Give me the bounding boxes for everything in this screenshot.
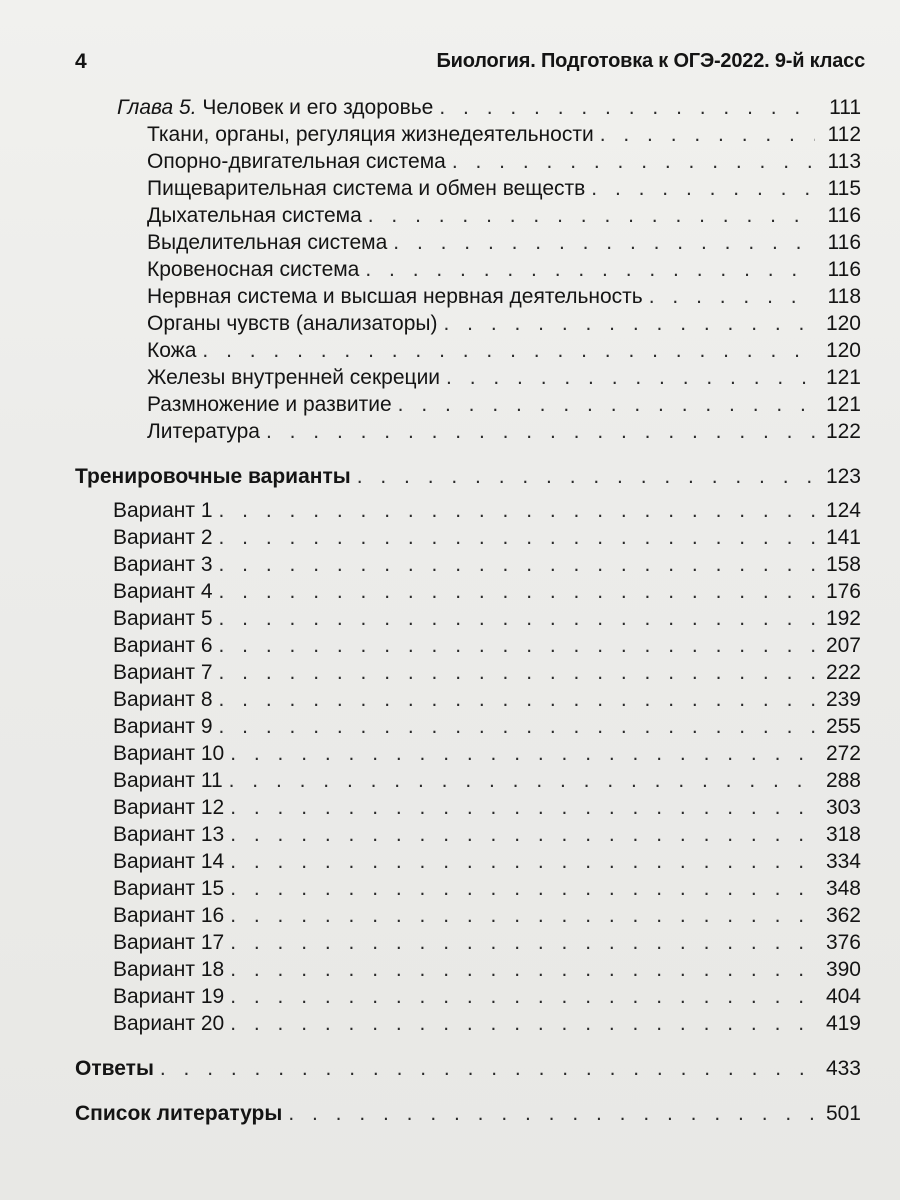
leader-dots — [591, 175, 815, 202]
toc-page-number: 348 — [825, 877, 861, 900]
toc-entry-label: Вариант 17 — [113, 931, 225, 954]
leader-dots — [439, 94, 815, 121]
toc-variant[interactable] — [75, 929, 861, 956]
toc-item[interactable] — [75, 256, 861, 283]
toc-entry-label: Вариант 8 — [113, 688, 213, 711]
toc-page-number: 288 — [825, 769, 861, 792]
leader-dots — [266, 418, 815, 445]
toc-item[interactable] — [75, 148, 861, 175]
toc-entry-label: Нервная система и высшая нервная деятельность — [147, 285, 643, 308]
page-number: 4 — [75, 50, 87, 73]
leader-dots — [365, 256, 815, 283]
leader-dots — [219, 578, 815, 605]
chapter-prefix: Глава 5. — [117, 96, 197, 119]
toc-entry-label: Вариант 2 — [113, 526, 213, 549]
toc-entry-label: Вариант 11 — [113, 769, 223, 792]
toc-entry-label: Тренировочные варианты — [75, 465, 351, 488]
toc-variant[interactable] — [75, 875, 861, 902]
toc-chapter-5[interactable] — [75, 94, 861, 121]
toc-entry-label: Вариант 3 — [113, 553, 213, 576]
leader-dots — [229, 767, 815, 794]
toc-entry-label: Вариант 4 — [113, 580, 213, 603]
toc-page-number: 433 — [825, 1057, 861, 1080]
toc-variant[interactable] — [75, 740, 861, 767]
toc-variant[interactable] — [75, 848, 861, 875]
leader-dots — [393, 229, 815, 256]
leader-dots — [230, 1010, 815, 1037]
toc-page-number: 376 — [825, 931, 861, 954]
toc-variant[interactable] — [75, 551, 861, 578]
toc-page-number: 121 — [825, 366, 861, 389]
toc-entry-label: Вариант 16 — [113, 904, 225, 927]
toc-variant[interactable] — [75, 578, 861, 605]
toc-page-number: 501 — [825, 1102, 861, 1125]
toc-item[interactable] — [75, 121, 861, 148]
toc-entry-label: Вариант 20 — [113, 1012, 225, 1035]
table-of-contents — [75, 94, 861, 1127]
toc-page-number: 141 — [825, 526, 861, 549]
toc-item[interactable] — [75, 283, 861, 310]
toc-entry-label: Вариант 9 — [113, 715, 213, 738]
toc-page-number: 113 — [827, 150, 861, 173]
toc-page-number: 120 — [825, 339, 861, 362]
toc-entry-label: Вариант 14 — [113, 850, 225, 873]
toc-item[interactable] — [75, 229, 861, 256]
toc-page-number: 115 — [827, 177, 861, 200]
leader-dots — [219, 632, 815, 659]
leader-dots — [649, 283, 815, 310]
toc-page-number: 272 — [825, 742, 861, 765]
toc-page-number: 207 — [825, 634, 861, 657]
toc-variant[interactable] — [75, 956, 861, 983]
toc-page-number: 122 — [825, 420, 861, 443]
toc-item[interactable] — [75, 391, 861, 418]
toc-entry-label: Выделительная система — [147, 231, 388, 254]
leader-dots — [230, 794, 815, 821]
leader-dots — [219, 686, 815, 713]
leader-dots — [202, 337, 815, 364]
toc-page-number: 120 — [825, 312, 861, 335]
toc-page-number: 303 — [825, 796, 861, 819]
toc-entry-label: Размножение и развитие — [147, 393, 392, 416]
toc-page-number: 116 — [827, 258, 861, 281]
toc-page-number: 112 — [827, 123, 861, 146]
leader-dots — [288, 1100, 815, 1127]
toc-entry-label: Вариант 13 — [113, 823, 225, 846]
leader-dots — [230, 875, 815, 902]
toc-item[interactable] — [75, 337, 861, 364]
toc-section-answers[interactable] — [75, 1055, 861, 1082]
leader-dots — [160, 1055, 815, 1082]
toc-entry-label: Пищеварительная система и обмен веществ — [147, 177, 586, 200]
toc-entry-label: Вариант 7 — [113, 661, 213, 684]
running-title: Биология. Подготовка к ОГЭ-2022. 9-й класс — [436, 50, 865, 72]
toc-page-number: 419 — [825, 1012, 861, 1035]
leader-dots — [230, 740, 815, 767]
leader-dots — [230, 848, 815, 875]
toc-entry-label: Ткани, органы, регуляция жизнедеятельности — [147, 123, 594, 146]
toc-entry-label — [117, 94, 433, 121]
toc-entry-label: Литература — [147, 420, 260, 443]
leader-dots — [357, 463, 815, 490]
toc-entry-label: Вариант 12 — [113, 796, 225, 819]
toc-page-number: 334 — [825, 850, 861, 873]
toc-variant[interactable] — [75, 1010, 861, 1037]
leader-dots — [219, 551, 815, 578]
toc-item[interactable] — [75, 418, 861, 445]
toc-page-number: 116 — [827, 231, 861, 254]
toc-page-number: 318 — [825, 823, 861, 846]
leader-dots — [219, 605, 815, 632]
leader-dots — [398, 391, 815, 418]
toc-variant[interactable] — [75, 794, 861, 821]
toc-entry-label: Список литературы — [75, 1102, 283, 1125]
toc-page-number: 239 — [825, 688, 861, 711]
toc-page-number: 121 — [825, 393, 861, 416]
toc-entry-label: Вариант 5 — [113, 607, 213, 630]
leader-dots — [230, 983, 815, 1010]
toc-variant[interactable] — [75, 632, 861, 659]
toc-page-number: 118 — [827, 285, 861, 308]
toc-section-references[interactable] — [75, 1100, 861, 1127]
leader-dots — [446, 364, 815, 391]
toc-variant[interactable] — [75, 659, 861, 686]
leader-dots — [219, 524, 815, 551]
toc-entry-label: Вариант 6 — [113, 634, 213, 657]
toc-entry-label: Опорно-двигательная система — [147, 150, 446, 173]
toc-page-number: 123 — [825, 465, 861, 488]
toc-entry-label: Кожа — [147, 339, 197, 362]
toc-page-number: 192 — [825, 607, 861, 630]
leader-dots — [230, 902, 815, 929]
toc-variant[interactable] — [75, 524, 861, 551]
toc-item[interactable] — [75, 175, 861, 202]
leader-dots — [368, 202, 815, 229]
toc-variant[interactable] — [75, 605, 861, 632]
toc-variant[interactable] — [75, 713, 861, 740]
toc-entry-label: Дыхательная система — [147, 204, 362, 227]
toc-variant[interactable] — [75, 983, 861, 1010]
toc-entry-label: Вариант 19 — [113, 985, 225, 1008]
leader-dots — [219, 497, 815, 524]
toc-entry-label: Железы внутренней секреции — [147, 366, 441, 389]
toc-section-training[interactable] — [75, 463, 861, 490]
toc-page-number: 222 — [825, 661, 861, 684]
leader-dots — [230, 821, 815, 848]
chapter-title: Человек и его здоровье — [202, 96, 434, 119]
toc-page-number: 176 — [825, 580, 861, 603]
toc-entry-label: Вариант 15 — [113, 877, 225, 900]
toc-page-number: 404 — [825, 985, 861, 1008]
leader-dots — [600, 121, 815, 148]
toc-page-number: 116 — [827, 204, 861, 227]
toc-entry-label: Вариант 18 — [113, 958, 225, 981]
toc-entry-label: Кровеносная система — [147, 258, 360, 281]
toc-variant[interactable] — [75, 686, 861, 713]
leader-dots — [230, 929, 815, 956]
toc-page-number: 124 — [825, 499, 861, 522]
page-header — [75, 50, 865, 80]
toc-page-number: 362 — [825, 904, 861, 927]
toc-page-number: 255 — [825, 715, 861, 738]
leader-dots — [230, 956, 815, 983]
toc-entry-label: Органы чувств (анализаторы) — [147, 312, 438, 335]
toc-item[interactable] — [75, 364, 861, 391]
toc-variant[interactable] — [75, 767, 861, 794]
toc-variant[interactable] — [75, 821, 861, 848]
leader-dots — [219, 713, 815, 740]
toc-page-number: 111 — [829, 96, 861, 119]
toc-item[interactable] — [75, 202, 861, 229]
toc-entry-label: Вариант 10 — [113, 742, 225, 765]
toc-page-number: 390 — [825, 958, 861, 981]
toc-variant[interactable] — [75, 902, 861, 929]
leader-dots — [219, 659, 815, 686]
toc-entry-label: Вариант 1 — [113, 499, 213, 522]
toc-entry-label: Ответы — [75, 1057, 154, 1080]
leader-dots — [444, 310, 816, 337]
toc-page-number: 158 — [825, 553, 861, 576]
leader-dots — [452, 148, 815, 175]
toc-item[interactable] — [75, 310, 861, 337]
toc-variant[interactable] — [75, 497, 861, 524]
